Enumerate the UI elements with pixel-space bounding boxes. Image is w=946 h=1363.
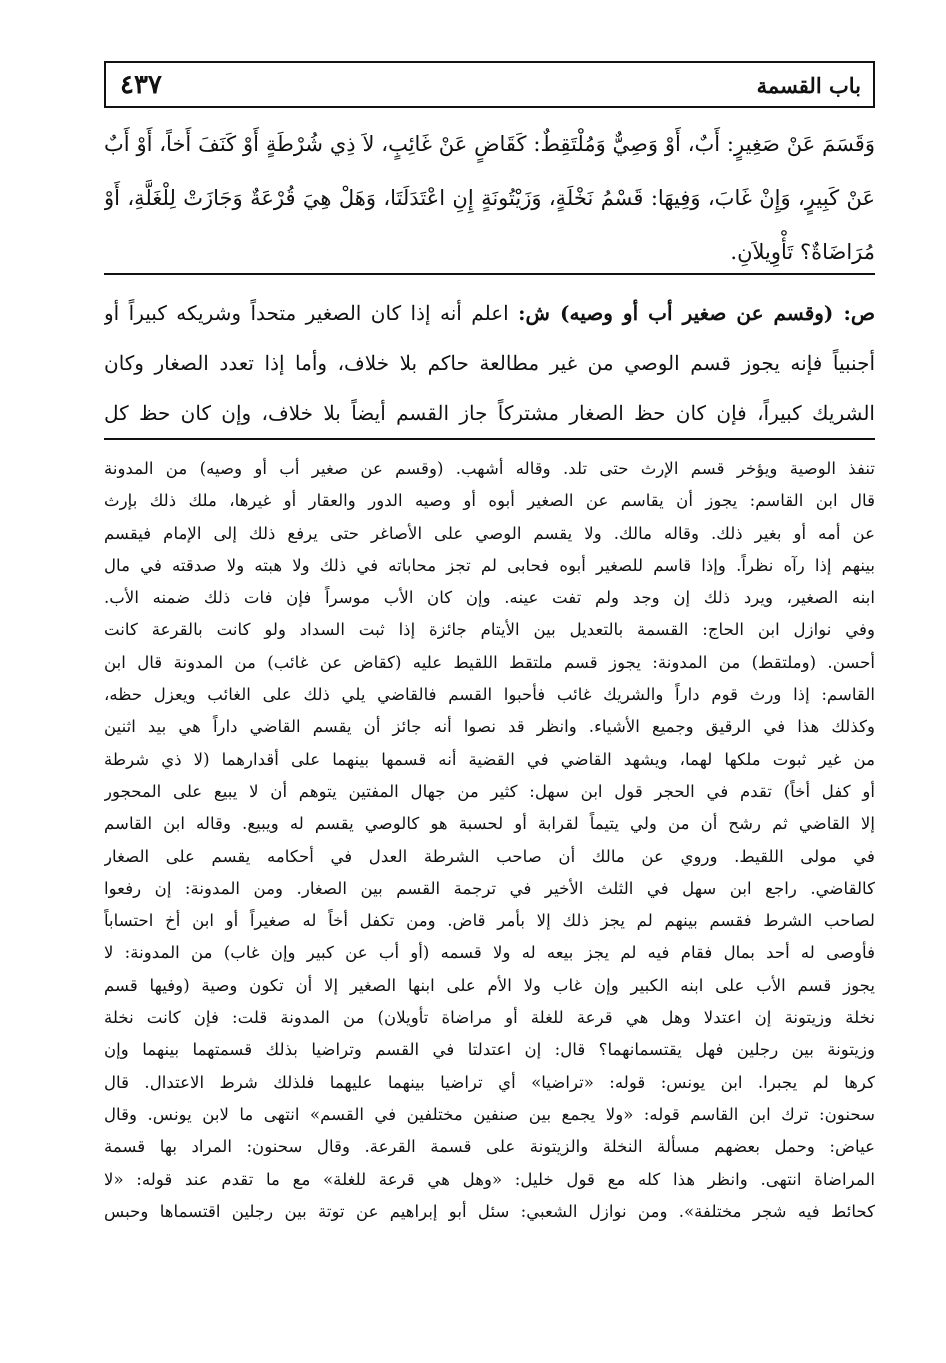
chapter-title: باب القسمة — [756, 73, 861, 98]
note-line: ابنه الصغير، ويرد ذلك إن وجد ولم تفت عينه. وإن كان الأب موسراً فإن فات ذلك ضمنه الأب. — [104, 588, 875, 608]
note-line: من غير ثبوت ملكها لهما، ويشهد القاضي في القضية أنه قسمها بينهما على أقدارهما (لا ذي شرطة — [104, 749, 875, 769]
note-line: قال ابن القاسم: يجوز أن يقاسم عن الصغير أبوه أو وصيه الدور والعقار أو غيرها، ملك ذلك بإرث — [104, 491, 875, 511]
commentary-lead: ص: (وقسم عن صغير أب أو وصيه) ش: — [518, 301, 875, 325]
commentary-line: الشريك كبيراً، فإن كان حظ الصغار مشتركاً جاز القسم أيضاً بلا خلاف، وإن كان حظ كل — [104, 401, 875, 425]
note-line: وزيتونة بين رجلين فهل يقتسمانهما؟ قال: إن اعتدلتا في القسم وتراضيا بذلك قسمتهما بينهما وإن — [104, 1040, 875, 1060]
note-line: كرها لم يجبرا. ابن يونس: قوله: «تراضيا» أي تراضيا بينهما عليهما فلذلك شرط الاعتدال. قال — [104, 1072, 875, 1092]
section-divider — [104, 273, 875, 275]
note-line: بينهم إذا رآه نظراً. وإذا قاسم للصغير أبوه فحابى لم تجز محاباته في ذلك ولا هبته ولا صدقته في مال — [104, 555, 875, 575]
note-line: نخلة وزيتونة إن اعتدلا وهل هي قرعة للغلة أو مراضاة تأويلان) من المدونة قلت: فإن كانت نخلة — [104, 1008, 875, 1028]
note-line: القاسم: إذا ورث قوم داراً والشريك غائب فأحبوا القسم فالقاضي يلي ذلك على الغائب ويعزل حظه، — [104, 685, 875, 705]
matn-verse — [104, 117, 875, 279]
verse-line: مُرَاضَاةٌ؟ تَأْوِيلاَنِ. — [730, 240, 875, 264]
note-line: أحسن. (وملتقط) من المدونة: يجوز قسم ملتقط اللقيط عليه (كقاض عن غائب) من المدونة قال ابن — [104, 652, 875, 672]
commentary — [104, 288, 875, 438]
page-header — [104, 61, 875, 108]
note-line: في مولى اللقيط. وروي عن مالك أن صاحب الشرطة العدل في أحكامه يقسم على الصغار — [104, 846, 875, 866]
note-line: المراضاة انتهى. وانظر هذا كله مع قول خليل: «وهل هي قرعة للغلة» مع ما تقدم عند قوله: «لا — [104, 1169, 875, 1189]
page-number: ٤٣٧ — [120, 70, 162, 100]
note-line: إلا القاضي ثم رشح أن من ولي يتيماً لقرابة أو لحسبة هو كالوصي يقسم له ويبيع. وقاله ابن القاسم — [104, 814, 875, 834]
note-line: وكذلك هذا في الرقيق وجميع الأشياء. وانظر قد نصوا أنه جائز أن يقسم القاضي داراً هي بيد اثنين — [104, 717, 875, 737]
note-line: عياض: وحمل بعضهم مسألة النخلة والزيتونة على قسمة القرعة. وقال سحنون: المراد بها قسمة — [104, 1137, 875, 1157]
note-line: كالقاضي. راجع ابن سهل في الثلث الأخير في ترجمة القسم بين الصغار. ومن المدونة: إن رفعوا — [104, 878, 875, 898]
note-line: أو كفل أخاً) تقدم في الحجر قول ابن سهل: كثير من جهال المفتين يتوهم أن لا يبيع على المحجور — [104, 781, 875, 801]
note-line: وفي نوازل ابن الحاج: القسمة بالتعديل بين الأيتام جائزة إذا ثبت السداد ولو كانت بالقرعة كانت — [104, 620, 875, 640]
note-line: عن أمه أو بغير ذلك. وقاله مالك. ولا يقسم الوصي على الأصاغر حتى يرفع ذلك إلى الإمام فيقسم — [104, 523, 875, 543]
note-line: لصاحب الشرط فقسم بينهم لم يجز ذلك إلا بأمر قاض. ومن تكفل أخاً له صغيراً أو ابن أخ احتساباً — [104, 911, 875, 931]
note-line: كحائط فيه شجر مختلفة». ومن نوازل الشعبي: سئل أبو إبراهيم عن توتة بين رجلين اقتسماها وحبس — [104, 1201, 875, 1221]
note-line: فأوصى له أحد بمال فقام فيه لم يجز بيعه له ولا قسمه (أو أب عن كبير وإن غاب) من المدونة: لا — [104, 943, 875, 963]
verse-line: وَقَسَمَ عَنْ صَغِيرٍ: أَبٌ، أَوْ وَصِيٌّ وَمُلْتَقِطٌ: كَقَاضٍ عَنْ غَائِبٍ، لاَ ذِي شُرْطَةٍ أَوْ كَنَفَ أَخاً، أَوْ أَبٌ — [104, 132, 875, 156]
note-line: تنفذ الوصية ويؤخر قسم الإرث حتى تلد. وقاله أشهب. (وقسم عن صغير أب أو وصيه) من المدونة — [104, 459, 875, 478]
margin-notes — [104, 453, 875, 1228]
commentary-line — [104, 288, 875, 338]
commentary-text: اعلم أنه إذا كان الصغير متحداً وشريكه كبيراً أو — [104, 301, 509, 325]
verse-line: عَنْ كَبِيرٍ، وَإِنْ غَابَ، وَفِيهَا: قَسْمُ نَخْلَةٍ، وَزَيْتُونَةٍ إِنِ اعْتَدَلَتَا، وَهَلْ هِيَ قُرْعَةٌ وَجَازَتْ لِلْغَلَّةِ، أَوْ — [104, 186, 875, 210]
commentary-line: أجنبياً فإنه يجوز قسم الوصي من غير مطالعة حاكم بلا خلاف، وأما إذا تعدد الصغار وكان — [104, 351, 875, 375]
note-line: سحنون: ترك ابن القاسم قوله: «ولا يجمع بين صنفين مختلفين في القسم» انتهى ما لابن يونس. وقال — [104, 1104, 875, 1124]
note-line: يجوز قسم الأب على ابنه الكبير وإن غاب ولا الأم على ابنها الصغير إلا أن تكون وصية (وفيها قسم — [104, 975, 875, 995]
footnote-divider — [104, 438, 875, 440]
